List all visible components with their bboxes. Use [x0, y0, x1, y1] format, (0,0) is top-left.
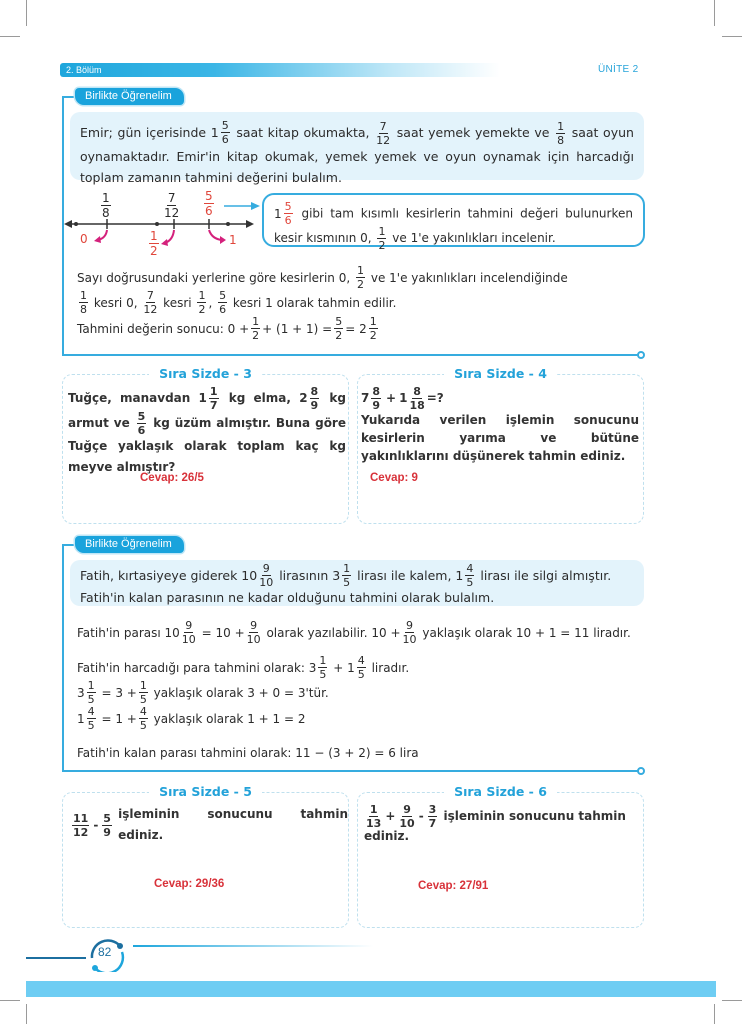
footer-band — [26, 981, 716, 997]
numline-label-half: $\frac{1}{2}$ — [150, 229, 158, 258]
practice-5-answer: Cevap: 29/36 — [154, 878, 225, 890]
practice-3-text: Tuğçe, manavdan 1 $\frac{1}{7}$ kg elma, 2 $\frac{8}{9}$ kg armut ve $\frac{5}{6}$ kg üzüm almıştır. Buna göre Tuğçe yaklaşık olarak toplam kaç kg meyve almıştır? — [68, 385, 346, 474]
section2-intro: Fatih, kırtasiyeye giderek 10 $\frac{9}{10}$ lirasının 3 $\frac{1}{5}$ lirası ile kalem, 1 $\frac{4}{5}$ lirası ile silgi almıştır. Fatih'in kalan parasının ne kadar olduğunu tahmini olarak bulalım. — [70, 560, 644, 606]
numline-label-0: 0 — [80, 232, 88, 246]
mixed-fraction: 1 $\frac{5}{6}$ — [210, 119, 229, 146]
section1-tab: Birlikte Öğrenelim — [75, 88, 184, 105]
section2-line5: Fatih'in kalan parası tahmini olarak: 11 − (3 + 2) = 6 lira — [77, 746, 419, 760]
practice-6-answer: Cevap: 27/91 — [418, 880, 489, 892]
practice-4-text: 7 $\frac{8}{9}$ + 1 $\frac{8}{18}$ =? Yukarıda verilen işlemin sonucunu kesirlerin yarıma ve bütüne yakınlıklarını düşünerek tahmin ediniz. — [361, 385, 639, 463]
section2-line3: 3 $\frac{1}{5}$ = 3 + $\frac{1}{5}$ yaklaşık olarak 3 + 0 = 3'tür. — [77, 679, 329, 706]
frame-end-dot — [637, 351, 645, 359]
crop-mark — [0, 36, 20, 37]
footer-line — [133, 945, 373, 947]
tick-0 — [74, 222, 78, 226]
section2-line4: 1 $\frac{4}{5}$ = 1 + $\frac{4}{5}$ yaklaşık olarak 1 + 1 = 2 — [77, 705, 306, 732]
practice-4-title: Sıra Sizde - 4 — [444, 366, 557, 381]
practice-6-title: Sıra Sizde - 6 — [444, 784, 557, 799]
right-arrow-icon — [246, 220, 254, 228]
section2-line2: Fatih'in harcadığı para tahmini olarak: 3 $\frac{1}{5}$ + 1 $\frac{4}{5}$ liradır. — [77, 654, 410, 681]
fraction: $\frac{1}{8}$ — [557, 120, 565, 147]
tab-connector — [62, 96, 76, 98]
section1-line2: $\frac{1}{8}$ kesri 0, $\frac{7}{12}$ kesri $\frac{1}{2}$ , $\frac{5}{6}$ kesri 1 olarak tahmin edilir. — [80, 289, 397, 316]
numline-label-5-6: $\frac{5}{6}$ — [205, 189, 213, 218]
section1-callout: 1 $\frac{5}{6}$ gibi tam kısımlı kesirlerin tahmini değeri bulunurken kesir kısmının 0, $\frac{1}{2}$ ve 1'e yakınlıkları incelenir. — [262, 193, 645, 247]
tick-1 — [226, 222, 230, 226]
section-label: 2. Bölüm — [66, 65, 102, 75]
unit-label: ÜNİTE 2 — [598, 64, 639, 75]
crop-mark — [26, 0, 27, 26]
practice-5-title: Sıra Sizde - 5 — [149, 784, 262, 799]
crop-mark — [722, 1000, 742, 1001]
practice-6-text: $\frac{1}{13}$ + $\frac{9}{10}$ - $\frac{3}{7}$ işleminin sonucunu tahmin ediniz. — [364, 803, 626, 843]
number-line — [64, 190, 254, 260]
tab-connector — [62, 544, 76, 546]
section1-line1: Sayı doğrusundaki yerlerine göre kesirlerin 0, $\frac{1}{2}$ ve 1'e yakınlıkları incelendiğinde — [77, 264, 568, 291]
left-arrow-icon — [64, 220, 72, 228]
crop-mark — [722, 36, 742, 37]
callout-arrow-icon — [250, 201, 260, 211]
fraction: $\frac{7}{12}$ — [376, 120, 391, 147]
section2-tab: Birlikte Öğrenelim — [75, 536, 184, 553]
section1-line3: Tahmini değerin sonucu: 0 + $\frac{1}{2}$ + (1 + 1) = $\frac{5}{2}$ = 2 $\frac{1}{2}$ — [77, 315, 377, 342]
numline-label-1: 1 — [229, 233, 237, 247]
tick-1-2 — [155, 222, 159, 226]
numline-label-7-12: $\frac{7}{12}$ — [164, 191, 180, 220]
number-line-graphic — [64, 190, 254, 260]
practice-5-text: $\frac{11}{12}$ - $\frac{5}{9}$ işleminin sonucunu tahmin ediniz. — [73, 807, 348, 842]
crop-mark — [714, 0, 715, 26]
section2-line1: Fatih'in parası 10 $\frac{9}{10}$ = 10 + $\frac{9}{10}$ olarak yazılabilir. 10 + $\frac{9}{10}$ yaklaşık olarak 10 + 1 = 11 liradır. — [77, 619, 631, 646]
section-header-bar — [60, 63, 500, 77]
numline-label-1-8: $\frac{1}{8}$ — [102, 191, 110, 220]
crop-mark — [26, 1004, 27, 1024]
footer-line — [26, 957, 86, 959]
frame-end-dot — [637, 767, 645, 775]
practice-3-answer: Cevap: 26/5 — [140, 472, 204, 484]
crop-mark — [714, 1004, 715, 1024]
page-number: 82 — [98, 945, 112, 959]
practice-3-title: Sıra Sizde - 3 — [149, 366, 262, 381]
crop-mark — [0, 1000, 20, 1001]
section1-intro: Emir; gün içerisinde 1 $\frac{5}{6}$ saat kitap okumakta, $\frac{7}{12}$ saat yemek yemekte ve $\frac{1}{8}$ saat oyun oynamaktadır. Emir'in kitap okumak, yemek yemek ve oyun oynamak için harcadığı toplam zamanın tahmini değerini bulalım. — [70, 112, 644, 180]
practice-4-answer: Cevap: 9 — [370, 472, 418, 484]
